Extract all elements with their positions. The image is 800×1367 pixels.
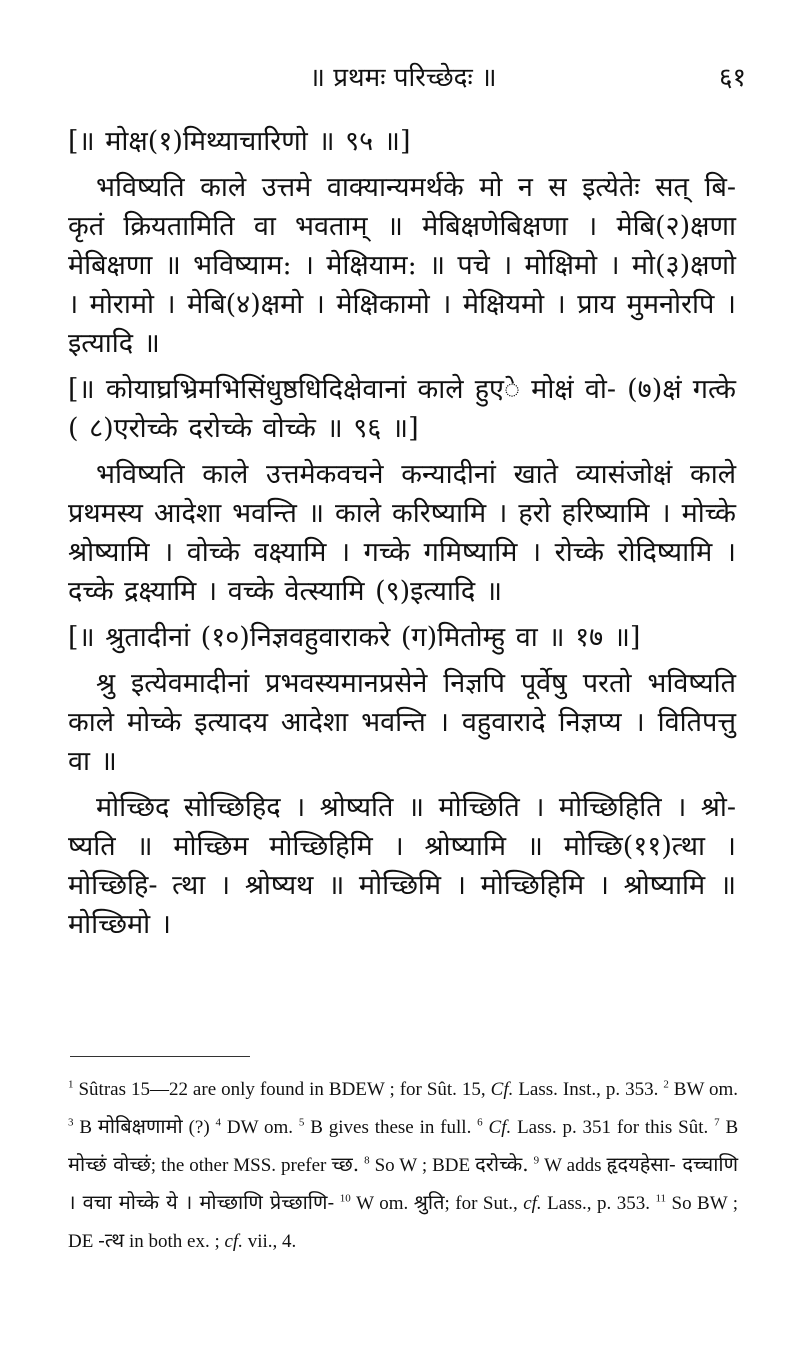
cf-abbrev: cf.: [224, 1231, 243, 1252]
footnote-7: B: [725, 1117, 739, 1138]
footnote-marker: 7: [714, 1116, 720, 1129]
page-number: ६१: [718, 63, 746, 93]
footnote-5: B gives these in full.: [310, 1117, 472, 1138]
footnote-rule: [70, 1056, 250, 1057]
footnote-3-devanagari: मोबिक्षणामो: [97, 1114, 183, 1138]
footnote-6: Lass. p. 351 for this Sût.: [517, 1117, 709, 1138]
footnote-11-devanagari: -त्थ: [98, 1228, 125, 1252]
footnote-11-text: in both ex. ;: [128, 1231, 220, 1252]
footnote-9-devanagari: हृदयहेसा- दच्चाणि । वचा मोच्के ये । मोच्छाणि प्रेच्छाणि-: [68, 1152, 739, 1214]
cf-abbrev: Cf.: [488, 1117, 512, 1138]
footnote-marker: 1: [68, 1078, 74, 1091]
sutra-heading-96: [॥ कोयाघ्रभ्रिमभिसिंधुष्ठधिदिक्षेवानां काले हुएे मोक्षं वो- (७)क्षं गत्के ( ८)एरोच्के दरोच्के वोच्के ॥ ९६ ॥]: [68, 374, 736, 444]
footnote-3: B: [79, 1117, 93, 1138]
running-title: ॥ प्रथमः परिच्छेदः ॥: [309, 63, 497, 93]
cf-abbrev: Cf.: [490, 1079, 514, 1100]
footnote-block: [68, 1072, 738, 1260]
footnote-marker: 2: [663, 1078, 669, 1091]
footnote-10-ref: Lass., p. 353.: [547, 1193, 650, 1214]
footnote-marker: 10: [339, 1192, 351, 1205]
footnote-marker: 3: [68, 1116, 74, 1129]
footnote-7-devanagari: मोच्छं वोच्छं: [68, 1152, 151, 1176]
footnote-marker: 9: [533, 1154, 540, 1167]
footnote-11-ref: vii., 4.: [247, 1231, 297, 1252]
commentary-96: भविष्यति काले उत्तमेकवचने कन्यादीनां खाते व्यासंजोक्षं काले प्रथमस्य आदेशा भवन्ति ॥ काले करिष्यामि । हरो हरिष्यामि । मोच्के श्रोष्यामि । वोच्के वक्ष्यामि । गच्के गमिष्यामि । रोच्के रोदिष्यामि । दच्के द्रक्ष्यामि । वच्के वेत्स्यामि (९)इत्यादि ॥: [68, 459, 736, 607]
footnote-10: W om.: [356, 1193, 409, 1214]
commentary-95: भविष्यति काले उत्तमे वाक्यान्यमर्थके मो न स इत्येतेः सत् बि- कृतं क्रियतामिति वा भवताम् ॥ मेबिक्षणेबिक्षणा । मेबि(२)क्षणा मेबिक्षणा ॥ भविष्याम: । मेक्षियाम: ॥ पचे । मोक्षिमो । मो(३)क्षणो । मोरामो । मेबि(४)क्षमो । मेक्षिकामो । मेक्षियमो । प्राय मुमनोरपि । इत्यादि ॥: [68, 172, 736, 359]
examples-97: मोच्छिद सोच्छिहिद । श्रोष्यति ॥ मोच्छिति । मोच्छिहिति । श्रो- ष्यति ॥ मोच्छिम मोच्छिहिमि । श्रोष्यामि ॥ मोच्छि(११)त्था । मोच्छिहि- त्था । श्रोष्यथ ॥ मोच्छिमि । मोच्छिहिमि । श्रोष्यामि ॥ मोच्छिमो ।: [68, 792, 736, 940]
footnote-marker: 6: [477, 1116, 483, 1129]
footnote-9: W adds: [544, 1155, 602, 1176]
footnote-marker: 8: [364, 1154, 370, 1167]
footnote-3-query: (?): [188, 1117, 210, 1138]
footnote-2: BW om.: [673, 1079, 739, 1100]
footnote-1: Sûtras 15—22 are only found in BDEW ; for Sût. 15,: [78, 1079, 486, 1100]
footnote-7-text: ; the other MSS. prefer: [150, 1155, 327, 1176]
page-header: [60, 58, 746, 98]
footnote-4: DW om.: [226, 1117, 294, 1138]
footnote-8-devanagari: दरोच्के.: [475, 1152, 529, 1176]
main-text: [68, 118, 736, 951]
footnote-marker: 4: [215, 1116, 222, 1129]
footnote-10-devanagari: श्रुति: [413, 1190, 445, 1214]
footnote-11: So BW ; DE: [68, 1193, 739, 1252]
sutra-heading-97: [॥ श्रुतादीनां (१०)निज्ञवहुवाराकरे (ग)मितोम्हु वा ॥ १७ ॥]: [68, 622, 641, 653]
commentary-97: श्रु इत्येवमादीनां प्रभवस्यमानप्रसेने निज्ञपि पूर्वेषु परतो भविष्यति काले मोच्के इत्यादय आदेशा भवन्ति । वहुवारादे निज्ञप्य । वितिपत्तु वा ॥: [68, 668, 736, 777]
footnote-10-text: ; for Sut.,: [444, 1193, 518, 1214]
footnote-7-devanagari-2: च्छ.: [331, 1152, 360, 1176]
footnote-8: So W ; BDE: [374, 1155, 471, 1176]
cf-abbrev: cf.: [523, 1193, 542, 1214]
footnote-marker: 11: [655, 1192, 667, 1205]
footnote-1-ref: Lass. Inst., p. 353.: [518, 1079, 659, 1100]
footnotes: [68, 1072, 738, 1260]
sutra-heading-95: [॥ मोक्ष(१)मिथ्याचारिणो ॥ ९५ ॥]: [68, 126, 411, 157]
footnote-marker: 5: [298, 1116, 305, 1129]
